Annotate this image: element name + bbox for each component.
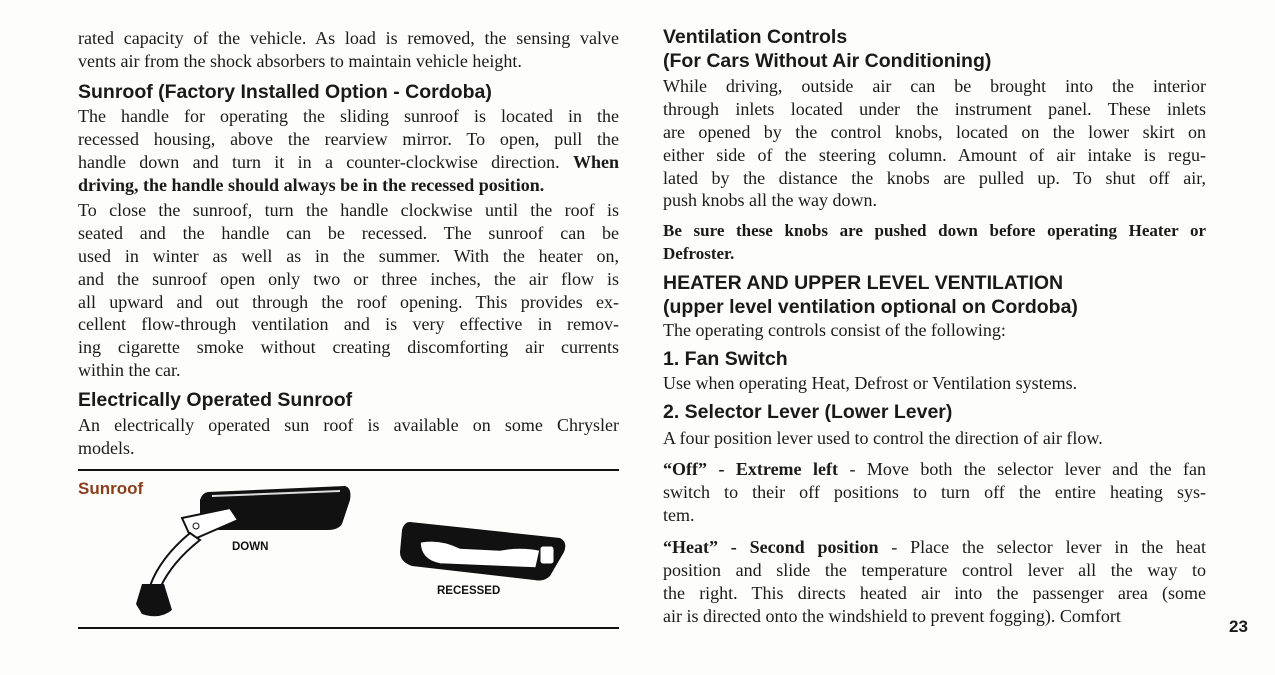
text-line: are opened by the control knobs, located on the lower skirt on — [663, 121, 1206, 142]
body-paragraph — [78, 27, 619, 73]
text-line: position and slide the temperature control lever all the way to — [663, 559, 1206, 580]
handle-recessed-drawing — [400, 522, 565, 581]
text-line — [78, 174, 619, 197]
text-line: air is directed onto the windshield to prevent fogging). Comfort — [663, 605, 1121, 626]
text-line: HEATER AND UPPER LEVEL VENTILATION — [663, 272, 1064, 294]
text-line: Be sure these knobs are pushed down before operating Heater or — [663, 221, 1206, 240]
text-line: (For Cars Without Air Conditioning) — [663, 49, 992, 72]
bold-text: “Off” - Extreme left — [663, 459, 838, 479]
bold-text: “Heat” - Second position — [663, 537, 879, 557]
text-line: recessed housing, above the rearview mirror. To open, pull the — [78, 128, 619, 149]
text-line: (upper level ventilation optional on Cordoba) — [663, 295, 1078, 318]
label-recessed: RECESSED — [437, 585, 501, 597]
text-line: Use when operating Heat, Defrost or Ventilation systems. — [663, 373, 1078, 393]
body-paragraph — [663, 536, 1206, 628]
text-line: and the sunroof open only two or three inches, the air flow is — [78, 268, 619, 289]
text-line: used in winter as well as in the summer. With the heater on, — [78, 245, 619, 266]
body-paragraph — [663, 75, 1206, 212]
section-heading — [663, 272, 1206, 319]
text-line: An electrically operated sun roof is available on some Chrysler — [78, 415, 619, 435]
text-line: within the car. — [78, 360, 181, 381]
body-paragraph — [663, 458, 1206, 527]
section-heading — [663, 348, 1206, 372]
body-paragraph — [663, 220, 1206, 266]
text-line: While driving, outside air can be brought into the interior — [663, 76, 1206, 96]
page-number: 23 — [1229, 617, 1248, 636]
text-span: handle down and turn it in a counter-clockwise direction. — [78, 151, 573, 172]
text-line: through inlets located under the instrument panel. These inlets — [663, 98, 1206, 119]
body-paragraph — [663, 319, 1206, 342]
text-line: push knobs all the way down. — [663, 190, 877, 211]
text-span: - Move both the selector lever and the fan — [837, 459, 1206, 479]
text-line: all upward and out through the roof opening. This provides ex- — [78, 291, 619, 312]
text-line — [663, 458, 1206, 481]
text-line: switch to their off positions to turn off the entire heating sys- — [663, 481, 1206, 502]
label-down: DOWN — [232, 541, 269, 553]
text-line — [78, 151, 619, 174]
text-line: cellent flow-through ventilation and is very effective in remov- — [78, 314, 619, 335]
text-line: To close the sunroof, turn the handle clockwise until the roof is — [78, 200, 619, 220]
text-line: Ventilation Controls — [663, 26, 848, 48]
text-line: The operating controls consist of the following: — [663, 320, 1006, 340]
text-line: lated by the distance the knobs are pulled up. To shut off air, — [663, 167, 1206, 188]
figure-top-rule — [78, 469, 619, 471]
text-line: ing cigarette smoke without creating discomforting air currents — [78, 337, 619, 358]
text-line: Electrically Operated Sunroof — [78, 389, 353, 411]
text-line: A four position lever used to control the direction of air flow. — [663, 428, 1103, 448]
text-line: either side of the steering column. Amount of air intake is regu- — [663, 144, 1206, 165]
section-heading — [78, 389, 619, 413]
figure-bottom-rule — [78, 627, 619, 629]
figure-caption: Sunroof — [78, 479, 144, 498]
bold-text: When — [572, 151, 619, 172]
text-line — [663, 536, 1206, 559]
text-line: the right. This directs heated air into the passenger area (some — [663, 582, 1206, 603]
text-line: rated capacity of the vehicle. As load is removed, the sensing valve — [78, 28, 619, 48]
bold-text: driving, the handle should always be in the recessed position. — [78, 174, 545, 195]
text-line: models. — [78, 437, 135, 458]
body-paragraph — [78, 105, 619, 197]
body-paragraph — [663, 427, 1206, 450]
body-paragraph — [78, 199, 619, 382]
body-paragraph — [663, 372, 1206, 395]
text-span: - Place the selector lever in the heat — [878, 537, 1206, 557]
text-line: 1. Fan Switch — [663, 348, 788, 370]
text-line: The handle for operating the sliding sunroof is located in the — [78, 106, 619, 126]
sunroof-handle-illustration — [120, 478, 580, 618]
body-paragraph — [78, 414, 619, 460]
text-line: Defroster. — [663, 243, 735, 263]
section-heading — [663, 401, 1206, 425]
text-line: seated and the handle can be recessed. The sunroof can be — [78, 222, 619, 243]
section-heading — [663, 26, 1206, 73]
text-line: vents air from the shock absorbers to maintain vehicle height. — [78, 50, 522, 71]
text-line: Sunroof (Factory Installed Option - Cordoba) — [78, 81, 492, 103]
text-line: tem. — [663, 504, 695, 525]
section-heading — [78, 81, 619, 105]
text-line: 2. Selector Lever (Lower Lever) — [663, 401, 953, 423]
